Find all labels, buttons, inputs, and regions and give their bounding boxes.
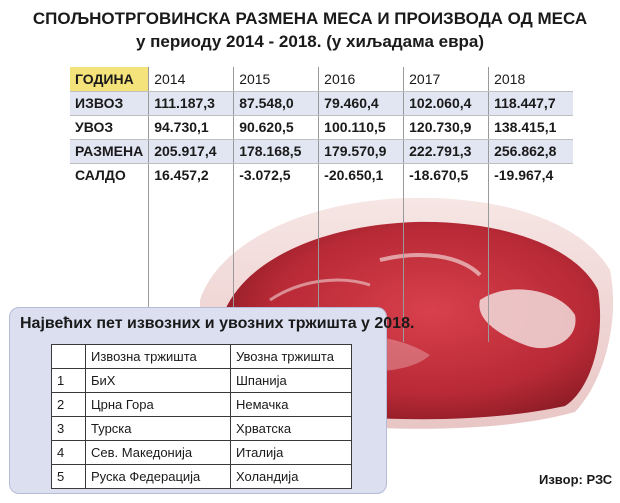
table-row [52,393,352,417]
table-cell: 87.548,0 [234,91,319,115]
header-year: 2014 [149,67,234,91]
rank: 2 [52,393,86,417]
table-cell: 222.791,3 [404,139,489,163]
source-note: Извор: РЗС [539,472,613,487]
table-cell: 90.620,5 [234,115,319,139]
export-market: Турска [86,417,231,441]
import-market: Немачка [231,393,352,417]
import-market: Шпанија [231,369,352,393]
table-cell: 118.447,7 [489,91,573,115]
table-cell: 111.187,3 [149,91,234,115]
table-cell: 138.415,1 [489,115,573,139]
header-year: 2015 [234,67,319,91]
import-market: Италија [231,441,352,465]
table-row-import [70,115,573,139]
markets-table [51,344,352,489]
table-cell: 205.917,4 [149,139,234,163]
row-label: ИЗВОЗ [70,91,149,115]
export-market: Сев. Македонија [86,441,231,465]
table-cell [52,345,86,369]
table-cell: 179.570,9 [319,139,404,163]
table-row-export [70,91,573,115]
table-row-exchange [70,139,573,163]
markets-header-row [52,345,352,369]
page-title: СПОЉНОТРГОВИНСКА РАЗМЕНА МЕСА И ПРОИЗВОДА ОД МЕСА [32,9,588,28]
table-header-row [70,67,573,91]
table-cell: -19.967,4 [494,167,554,184]
header-import-markets: Увозна тржишта [231,345,352,369]
table-cell: 178.168,5 [234,139,319,163]
header-export-markets: Извозна тржишта [86,345,231,369]
table-cell: -18.670,5 [404,163,489,187]
header-year: 2018 [489,67,573,91]
row-label: УВОЗ [70,115,149,139]
table-cell: 79.460,4 [319,91,404,115]
table-cell: -20.650,1 [319,163,404,187]
import-market: Хрватска [231,417,352,441]
header-label: ГОДИНА [70,67,149,91]
table-row [52,465,352,489]
table-cell: -3.072,5 [234,163,319,187]
header-year: 2016 [319,67,404,91]
column-rule [489,187,573,342]
export-market: БиХ [86,369,231,393]
table-cell: 256.862,8 [489,139,573,163]
markets-title: Највећих пет извозних и увозних тржишта у 2018. [20,315,415,332]
import-market: Холандија [231,465,352,489]
table-cell: 100.110,5 [319,115,404,139]
table-cell: 94.730,1 [149,115,234,139]
export-market: Црна Гора [86,393,231,417]
column-rule [404,187,489,342]
rank: 1 [52,369,86,393]
export-market: Руска Федерација [86,465,231,489]
page-subtitle: у периоду 2014 - 2018. (у хиљадама евра) [135,32,485,51]
markets-panel [9,307,415,494]
rank: 5 [52,465,86,489]
table-row [52,369,352,393]
trade-table [70,67,573,342]
table-cell: 16.457,2 [149,163,234,187]
table-cell: 120.730,9 [404,115,489,139]
row-label: РАЗМЕНА [70,139,149,163]
table-row [52,417,352,441]
table-row [52,441,352,465]
row-label: САЛДО [70,163,149,187]
header-year: 2017 [404,67,489,91]
rank: 4 [52,441,86,465]
rank: 3 [52,417,86,441]
table-row-balance [70,163,573,187]
table-cell: 102.060,4 [404,91,489,115]
